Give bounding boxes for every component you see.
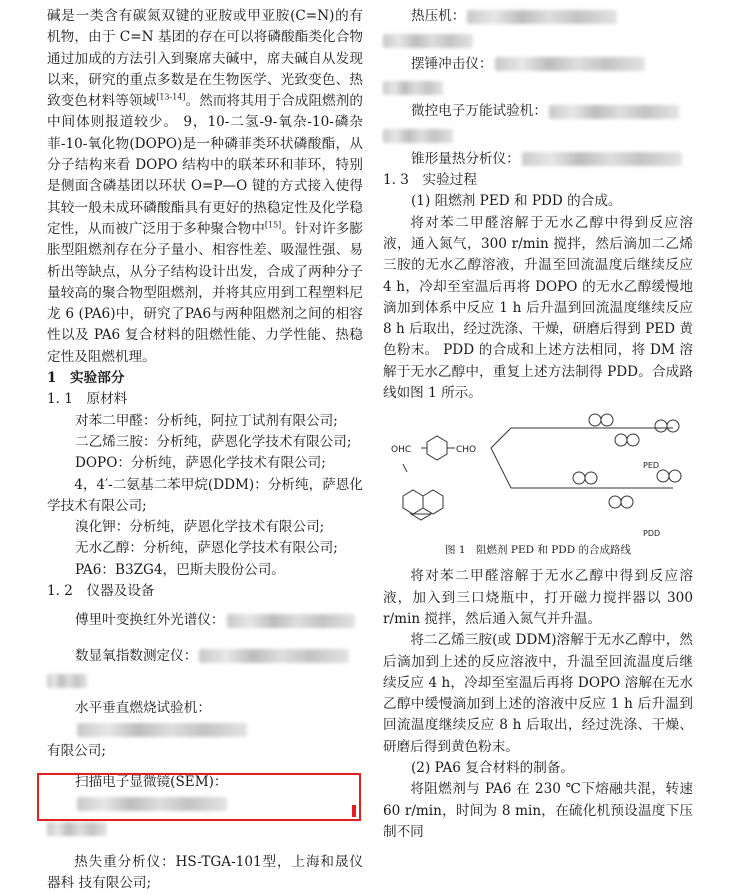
pdd-label: PDD	[643, 529, 661, 539]
ped-label: PED	[643, 461, 660, 471]
material-kbr: 溴化钾：分析纯，萨恩化学技术有限公司;	[75, 519, 325, 536]
equipment-loi-label: 数显氧指数测定仪：	[75, 647, 198, 664]
equipment-uts-label: 微控电子万能试验机：	[411, 103, 547, 120]
dopo-ring-a	[403, 490, 423, 514]
intro-text: 碱是一类含有碳氮双键的亚胺或甲亚胺(C=N)的有机物，由于 C=N 基团的存在可以将磷酸酯类化合物通过加成的方法引入到聚席夫碱中，席夫碱自从发现以来，研究的重点多数是在生物医学、光致变色、热致变色材料等领域	[47, 8, 363, 110]
ref-15: [15]	[264, 220, 282, 230]
redacted-text	[383, 34, 473, 48]
figure-1-caption: 图 1 阻燃剂 PED 和 PDD 的合成路线	[445, 544, 631, 557]
equipment-vertical-burning	[47, 698, 363, 741]
material-diethylenetriamine: 二乙烯三胺：分析纯，萨恩化学技术有限公司;	[75, 433, 352, 450]
subsection-1-heading: (1) 阻燃剂 PED 和 PDD 的合成。	[411, 193, 622, 210]
material-ethanol: 无水乙醇：分析纯，萨恩化学技术有限公司;	[75, 540, 338, 557]
ohc-label: OHC	[391, 445, 412, 456]
equipment-sem-label: 扫描电子显微镜(SEM)：	[75, 774, 228, 791]
redacted-text	[467, 10, 617, 24]
subsection-2-heading: (2) PA6 复合材料的制备。	[411, 760, 575, 777]
synthesis-paragraph-3: 将二乙烯三胺(或 DDM)溶解于无水乙醇中，然后滴加到上述的反应溶液中，升温至回流温度后继续反应 4 h，冷却至室温后再将 DOPO 溶解在无水乙醇中缓慢滴加到上述的溶液中反应 1 h 后升温到回流温度继续反应 8 h 后取出，经过洗涤、干燥、研磨后得到黄色粉末。	[383, 632, 693, 755]
redacted-text	[383, 81, 443, 95]
right-column	[383, 6, 693, 843]
section-1-heading: 1 实验部分	[47, 370, 125, 387]
synthesis-scheme	[383, 410, 693, 542]
equipment-tga: 热失重分析仪：HS-TGA-101型，上海和晟仪器科 技有限公司;	[47, 853, 363, 892]
arrow-to-pdd	[491, 448, 511, 488]
redacted-text	[77, 723, 247, 737]
equipment-sem-cont	[47, 819, 363, 840]
material-pa6: PA6：B3ZG4，巴斯夫股份公司。	[75, 561, 285, 578]
equipment-cone-calorimeter	[383, 149, 693, 170]
redacted-text	[47, 822, 107, 836]
redacted-text	[227, 614, 355, 628]
synthesis-paragraph-2: 将对苯二甲醛溶解于无水乙醇中得到反应溶液，加入到三口烧瓶中，打开磁力搅拌器以 300 r/min 搅拌，然后通入氮气并升温。	[383, 568, 693, 627]
arrow-to-ped	[491, 428, 511, 448]
equipment-universal-tester	[383, 101, 693, 122]
dopo-ring-p	[411, 514, 431, 520]
intro-paragraph	[47, 6, 363, 368]
ref-13-14: [13-14]	[156, 92, 186, 102]
material-ddm: 4，4′-二氨基二苯甲烷(DDM)：分析纯，萨恩化学技术有限公司;	[47, 476, 363, 514]
intro-text-2: 。然而将其用于合成阻燃剂的中间体则报道较少。 9，10-二氢-9-氧杂-10-磷杂菲-10-氧化物(DOPO)是一种磷菲类环状磷酸酯，从分子结构来看 DOPO 结构中的联苯环和菲环，特别是侧面含磷基团以环状 O=P—O 键的方式接入使得其较一般未成环磷酸酯具有更好的热稳定性及化学稳定性，从而被广泛用于多种聚合物中	[47, 93, 364, 237]
redacted-text	[199, 649, 349, 663]
section-1-1-heading: 1. 1 原材料	[47, 391, 128, 408]
highlight-cursor-mark	[352, 805, 356, 817]
redacted-text	[383, 129, 453, 143]
section-1-2-heading: 1. 2 仪器及设备	[47, 583, 155, 600]
equipment-loi-cont	[47, 671, 363, 692]
composite-paragraph: 将阻燃剂与 PA6 在 230 ℃下熔融共混，转速 60 r/min，时间为 8 min，在硫化机预设温度下压制不同	[383, 781, 693, 840]
equipment-press-cont	[383, 30, 693, 51]
equipment-uts-cont	[383, 125, 693, 146]
benzene-ring-terephthalaldehyde	[427, 436, 447, 460]
cho-label: CHO	[456, 445, 477, 456]
redacted-text	[47, 674, 87, 688]
equipment-ftir-label: 傅里叶变换红外光谱仪：	[75, 612, 225, 629]
left-column	[47, 6, 363, 895]
equipment-vb-tail: 有限公司;	[47, 742, 106, 759]
equipment-impact-cont	[383, 78, 693, 99]
dopo-ring-b	[423, 490, 443, 514]
material-terephthalaldehyde: 对苯二甲醛：分析纯，阿拉丁试剂有限公司;	[75, 412, 338, 429]
redacted-text	[495, 57, 645, 71]
equipment-ftir	[47, 610, 363, 631]
equipment-cone-label: 锥形量热分析仪：	[411, 150, 520, 167]
synthesis-route-figure	[383, 410, 693, 542]
section-1-3-heading: 1. 3 实验过程	[383, 172, 477, 189]
synthesis-paragraph-1: 将对苯二甲醛溶解于无水乙醇中得到反应溶液，通入氮气，300 r/min 搅拌，然后滴加二乙烯三胺的无水乙醇溶液，升温至回流温度后继续反应 4 h，冷却至室温后再将 DOPO 的无水乙醇缓慢地滴加到体系中反应 1 h 后升温到回流温度继续反应 8 h 后取出，经过洗涤、干燥，研磨后得到 PED 黄色粉末。 PDD 的合成和上述方法相同，将 DM 溶解于无水乙醇中，重复上述方法制得 PDD。合成路线如图 1 所示。	[383, 214, 693, 402]
redacted-text	[549, 105, 679, 119]
intro-text-3: 。针对许多膨胀型阻燃剂存在分子量小、相容性差、吸湿性强、易析出等缺点，从分子结构设计出发，合成了两种分子量较高的聚合物型阻燃剂，并将其应用到工程塑料尼龙 6 (PA6)中，研究了PA6与两种阻燃剂之间的相容性以及 PA6 复合材料的阻燃性能、力学性能、热稳定性及阻燃机理。	[47, 220, 363, 365]
equipment-hot-press	[383, 6, 693, 27]
equipment-impact	[383, 54, 693, 75]
equipment-impact-label: 摆锤冲击仪：	[411, 55, 493, 72]
highlight-box	[37, 773, 361, 821]
equipment-vb-label: 水平垂直燃烧试验机：	[75, 700, 211, 717]
equipment-loi	[47, 646, 363, 667]
equipment-press-label: 热压机：	[411, 8, 466, 24]
redacted-text	[522, 152, 682, 166]
material-dopo: DOPO：分析纯，萨恩化学技术有限公司;	[75, 455, 326, 472]
